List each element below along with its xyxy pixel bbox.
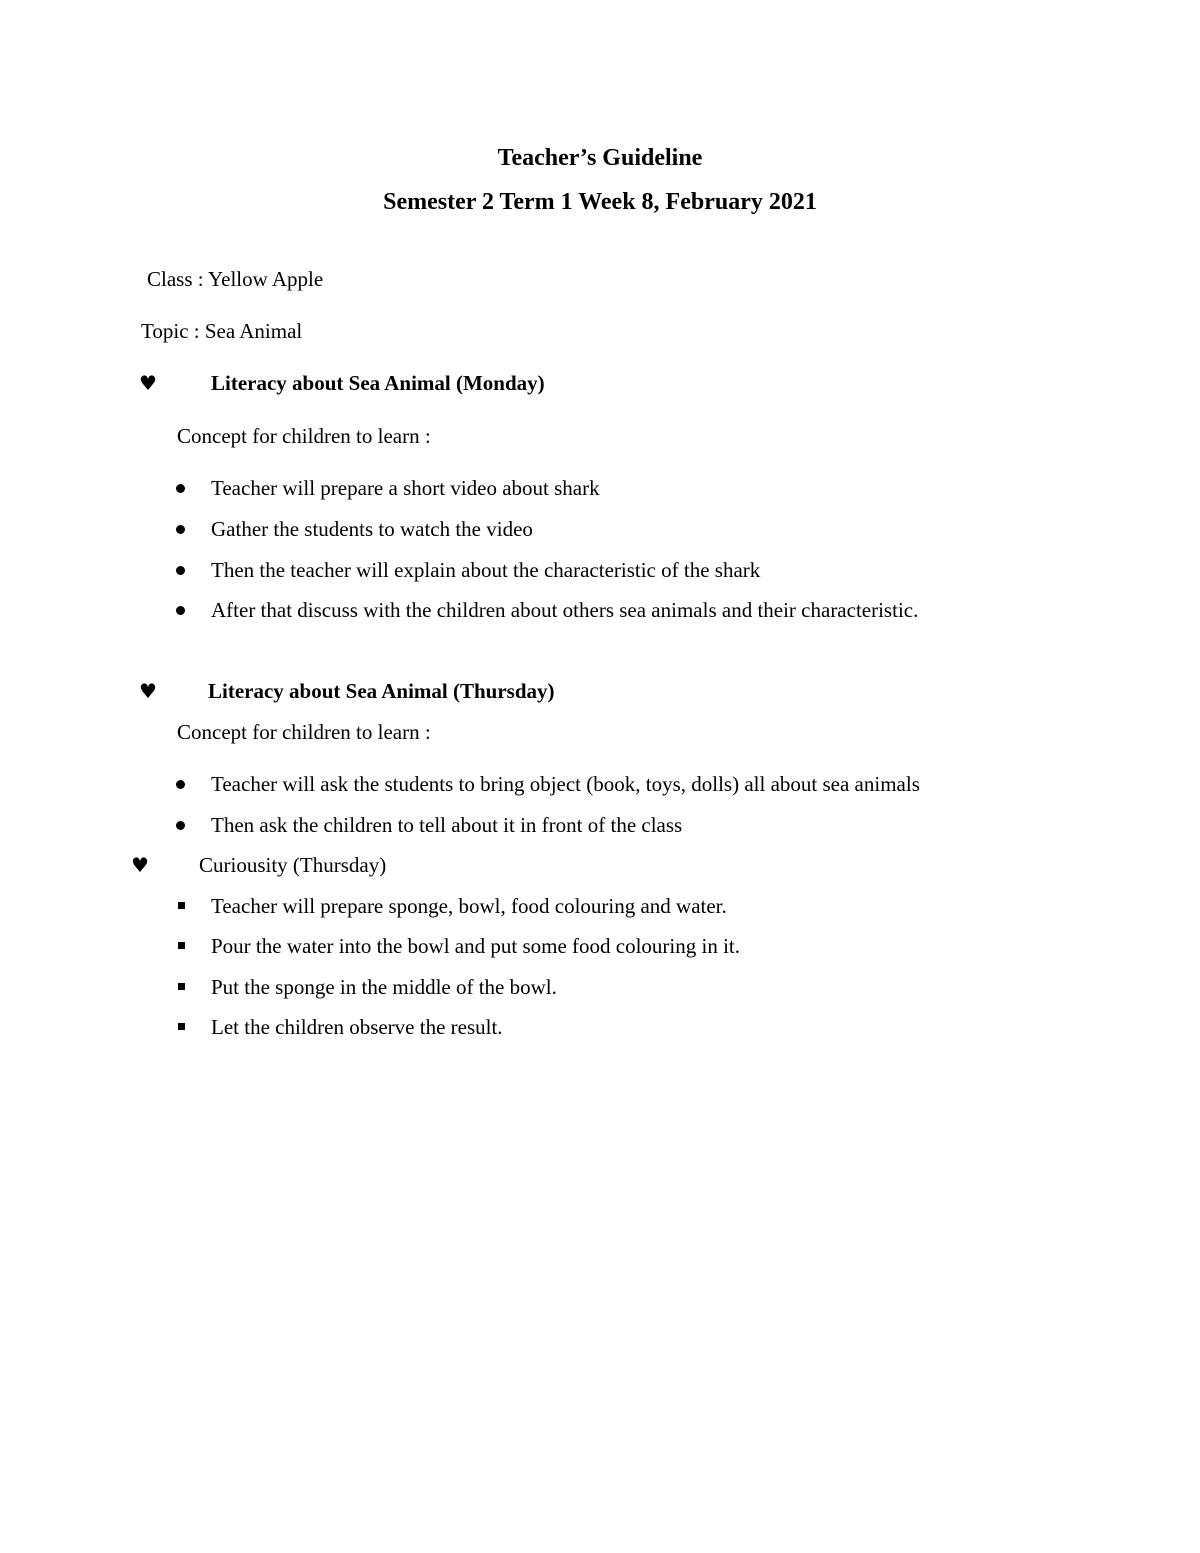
list-item: Teacher will ask the students to bring object (book, toys, dolls) all about sea animals [211,772,920,796]
list-item: After that discuss with the children about others sea animals and their characteristic. [211,598,919,622]
list-item: Teacher will prepare sponge, bowl, food colouring and water. [211,894,727,918]
heart-icon: ♥ [131,853,149,877]
list-item: Pour the water into the bowl and put some food colouring in it. [211,934,740,958]
bullet-dot-icon [176,566,185,575]
bullet-square-icon [178,902,185,909]
list-item: Let the children observe the result. [211,1015,503,1039]
topic-line: Topic : Sea Animal [141,319,303,343]
list-item: Gather the students to watch the video [211,517,533,541]
list-item: Then the teacher will explain about the characteristic of the shark [211,558,761,582]
list-item: Teacher will prepare a short video about shark [211,476,600,500]
bullet-dot-icon [176,484,185,493]
bullet-dot-icon [176,525,185,534]
heart-icon: ♥ [139,679,157,703]
bullet-dot-icon [176,821,185,830]
bullet-square-icon [178,942,185,949]
concept-label-thursday: Concept for children to learn : [177,720,431,744]
bullet-square-icon [178,1023,185,1030]
bullet-square-icon [178,983,185,990]
list-item: Then ask the children to tell about it in front of the class [211,813,683,837]
document-title: Teacher’s Guideline [497,145,703,171]
concept-label-monday: Concept for children to learn : [177,424,431,448]
section-heading-thursday: Literacy about Sea Animal (Thursday) [208,679,555,703]
list-item: Put the sponge in the middle of the bowl. [211,975,557,999]
document-subtitle: Semester 2 Term 1 Week 8, February 2021 [383,189,817,215]
bullet-dot-icon [176,606,185,615]
bullet-dot-icon [176,780,185,789]
section-heading-monday: Literacy about Sea Animal (Monday) [211,371,545,395]
class-line: Class : Yellow Apple [147,267,324,291]
heart-icon: ♥ [139,371,157,395]
section-heading-curiousity: Curiousity (Thursday) [199,853,387,877]
